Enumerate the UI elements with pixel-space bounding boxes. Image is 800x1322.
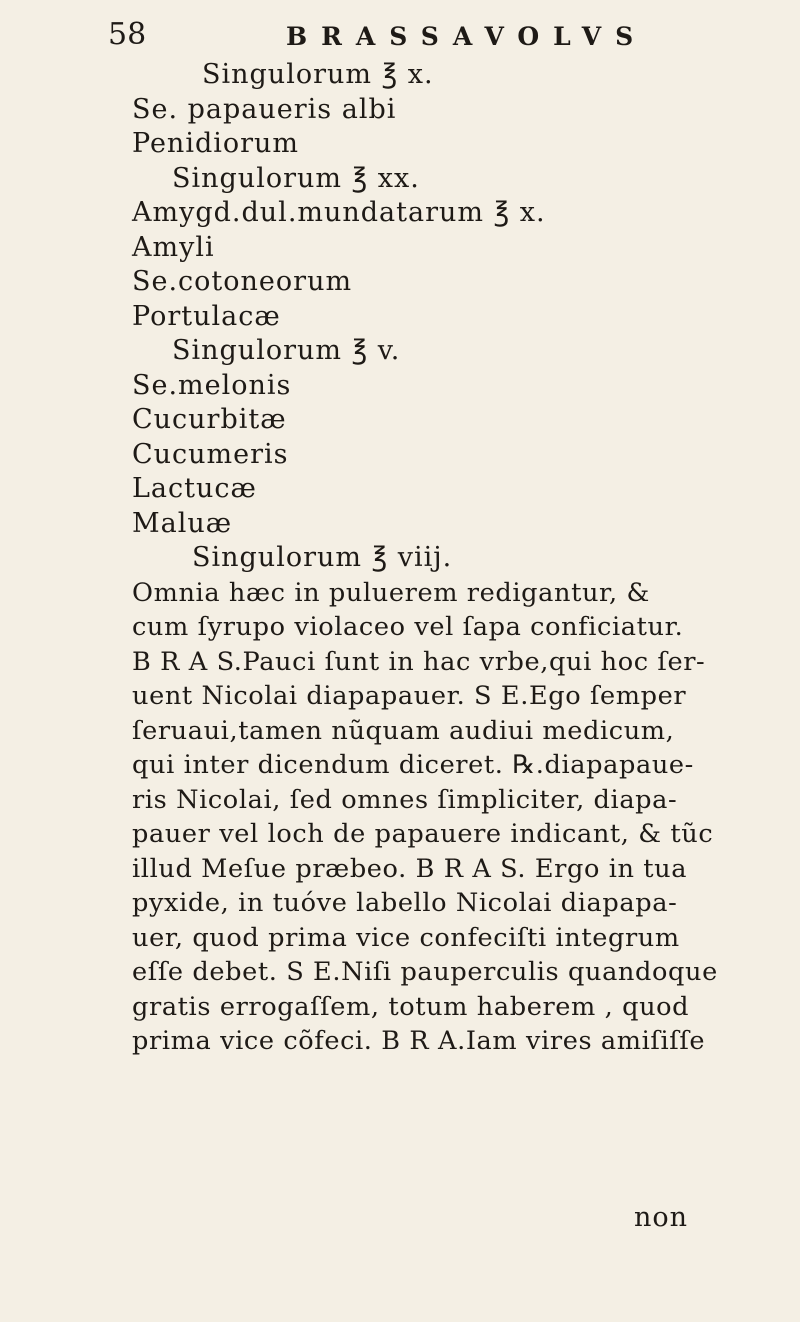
text-line: pauer vel loch de papauere indicant, & tũc: [132, 819, 714, 849]
text-line: B R A S.Pauci ſunt in hac vrbe,qui hoc ſer-: [132, 646, 706, 677]
text-line: ris Nicolai, ſed omnes ſimpliciter, diapa-: [132, 784, 678, 815]
text-line: Cucurbitæ: [132, 404, 287, 435]
text-line: ſeruaui,tamen nũquam audiui medicum,: [132, 715, 675, 746]
page-header: [108, 18, 748, 52]
text-line: Amygd.dul.mundatarum ℥ x.: [132, 197, 546, 228]
text-line: Portulacæ: [132, 300, 281, 332]
running-head: BRASSAVOLVS: [286, 22, 648, 51]
text-line: Se.melonis: [132, 369, 292, 401]
text-line: Omnia hæc in puluerem redigantur, &: [132, 577, 650, 608]
text-line: Singulorum ℥ x.: [202, 59, 434, 90]
text-line: uer, quod prima vice confeciſti integrum: [132, 922, 680, 953]
text-line: Cucumeris: [132, 438, 289, 470]
text-line: cum ſyrupo violaceo vel ſapa conficiatur.: [132, 612, 684, 642]
page-number: 58: [108, 17, 147, 52]
text-line: uent Nicolai diapapauer. S E.Ego ſemper: [132, 681, 687, 711]
text-line: Lactucæ: [132, 473, 257, 504]
text-line: eſſe debet. S E.Niſi pauperculis quandoque: [132, 957, 718, 987]
text-line: Maluæ: [132, 507, 233, 539]
text-line: illud Meſue præbeo. B R A S. Ergo in tua: [132, 853, 688, 884]
text-line: gratis errogaſſem, totum haberem , quod: [132, 991, 690, 1022]
prose-block: [132, 576, 762, 1059]
text-line: qui inter dicendum diceret. ℞.diapapaue-: [132, 750, 694, 780]
text-line: Se.cotoneorum: [132, 266, 353, 297]
catchword: non: [634, 1202, 689, 1233]
text-line: Se. papaueris albi: [132, 93, 397, 125]
text-line: pyxide, in tuóve labello Nicolai diapapa-: [132, 888, 678, 918]
text-line: Penidiorum: [132, 128, 300, 159]
text-line: Singulorum ℥ v.: [172, 335, 401, 366]
text-line: Singulorum ℥ xx.: [172, 162, 420, 194]
text-line: prima vice cõfeci. B R A.Iam vires amiſiſſe: [132, 1026, 706, 1056]
text-line: Singulorum ℥ viij.: [192, 542, 453, 573]
recipe-text: [132, 58, 762, 1059]
text-line: Amyli: [132, 231, 215, 263]
